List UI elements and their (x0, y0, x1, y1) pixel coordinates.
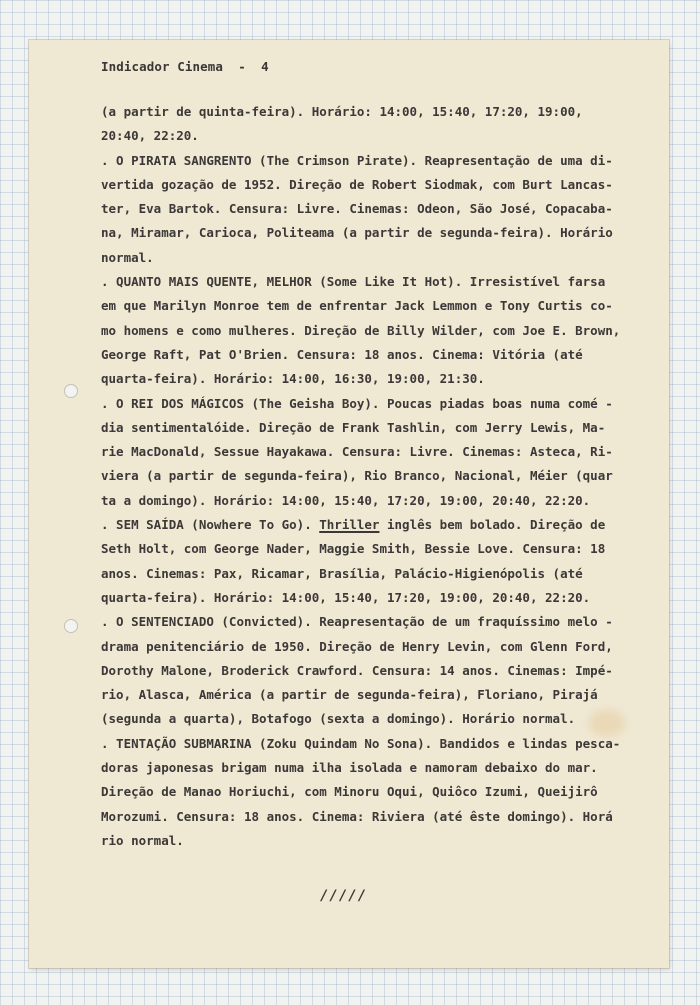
underlined-word: Thriller (319, 517, 380, 533)
text-line: rio, Alasca, América (a partir de segunda-feira), Floriano, Pirajá (101, 687, 598, 703)
punch-hole-top (64, 384, 78, 398)
text-line: 20:40, 22:20. (101, 128, 199, 144)
text-line: doras japonesas brigam numa ilha isolada e namoram debaixo do mar. (101, 760, 598, 776)
text-line: . TENTAÇÃO SUBMARINA (Zoku Quindam No Sona). Bandidos e lindas pesca- (101, 735, 621, 751)
text-line: rio normal. (101, 832, 184, 848)
text-line: quarta-feira). Horário: 14:00, 15:40, 17:20, 19:00, 20:40, 22:20. (101, 589, 591, 605)
text-line: Direção de Manao Horiuchi, com Minoru Oqui, Quiôco Izumi, Queijirô (101, 784, 598, 800)
text-line: anos. Cinemas: Pax, Ricamar, Brasília, Palácio-Higienópolis (até (101, 565, 583, 581)
text-line: Morozumi. Censura: 18 anos. Cinema: Riviera (até êste domingo). Horá (101, 808, 613, 824)
text-line: (segunda a quarta), Botafogo (sexta a domingo). Horário normal. (101, 711, 576, 727)
text-line: (a partir de quinta-feira). Horário: 14:00, 15:40, 17:20, 19:00, (101, 104, 583, 119)
page-header: Indicador Cinema - 4 (101, 59, 269, 74)
text-line: Seth Holt, com George Nader, Maggie Smith, Bessie Love. Censura: 18 (101, 541, 606, 557)
text-segment: . SEM SAÍDA (Nowhere To Go). (101, 517, 320, 533)
typed-text-body (101, 100, 646, 853)
text-line: . O SENTENCIADO (Convicted). Reapresentação de um fraquíssimo melo - (101, 614, 613, 630)
text-segment: inglês bem bolado. Direção de (379, 517, 606, 533)
end-mark: ///// (320, 888, 368, 904)
text-line: na, Miramar, Carioca, Politeama (a partir de segunda-feira). Horário (101, 225, 613, 241)
text-line: viera (a partir de segunda-feira), Rio Branco, Nacional, Méier (quar (101, 468, 613, 484)
text-line: George Raft, Pat O'Brien. Censura: 18 anos. Cinema: Vitória (até (101, 346, 583, 362)
text-line: . O REI DOS MÁGICOS (The Geisha Boy). Poucas piadas boas numa comé - (101, 395, 613, 411)
text-line: . O PIRATA SANGRENTO (The Crimson Pirate). Reapresentação de uma di- (101, 152, 613, 168)
text-line-thriller (101, 513, 646, 537)
text-line: mo homens e como mulheres. Direção de Billy Wilder, com Joe E. Brown, (101, 322, 621, 338)
text-line: em que Marilyn Monroe tem de enfrentar Jack Lemmon e Tony Curtis co- (101, 298, 613, 314)
text-line: ter, Eva Bartok. Censura: Livre. Cinemas: Odeon, São José, Copacaba- (101, 201, 613, 217)
text-line: drama penitenciário de 1950. Direção de Henry Levin, com Glenn Ford, (101, 638, 613, 654)
text-line: Dorothy Malone, Broderick Crawford. Censura: 14 anos. Cinemas: Impé- (101, 662, 613, 678)
text-line: vertida gozação de 1952. Direção de Robert Siodmak, com Burt Lancas- (101, 176, 613, 192)
text-line: rie MacDonald, Sessue Hayakawa. Censura: Livre. Cinemas: Asteca, Ri- (101, 444, 613, 460)
text-line: normal. (101, 249, 154, 265)
punch-hole-bottom (64, 619, 78, 633)
text-line: . QUANTO MAIS QUENTE, MELHOR (Some Like It Hot). Irresistível farsa (101, 274, 606, 290)
text-line: dia sentimentalóide. Direção de Frank Tashlin, com Jerry Lewis, Ma- (101, 419, 606, 435)
text-line: ta a domingo). Horário: 14:00, 15:40, 17:20, 19:00, 20:40, 22:20. (101, 492, 591, 508)
text-line: quarta-feira). Horário: 14:00, 16:30, 19:00, 21:30. (101, 371, 485, 387)
